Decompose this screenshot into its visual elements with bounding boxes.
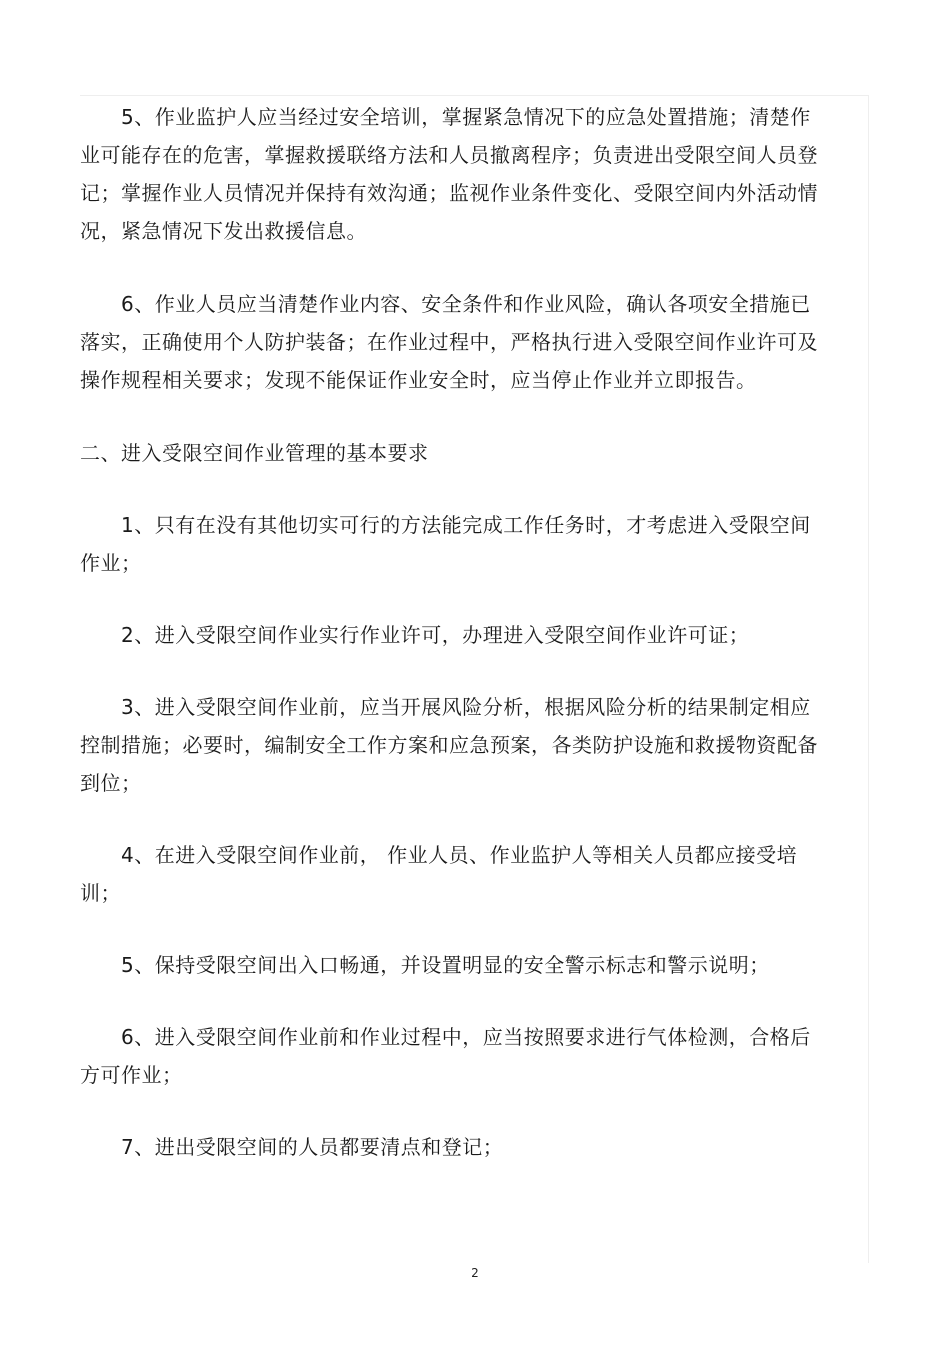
requirement-item-7: 7、进出受限空间的人员都要清点和登记；	[121, 1135, 504, 1159]
requirement-item-1: 1、只有在没有其他切实可行的方法能完成工作任务时，才考虑进入受限空间作业；	[80, 513, 811, 575]
requirement-item-2: 2、进入受限空间作业实行作业许可，办理进入受限空间作业许可证；	[121, 623, 750, 647]
requirement-item-3: 3、进入受限空间作业前，应当开展风险分析，根据风险分析的结果制定相应控制措施；必要时，编制安全工作方案和应急预案，各类防护设施和救援物资配备到位；	[80, 695, 818, 795]
document-body	[80, 98, 825, 1166]
page-number: 2	[471, 1266, 479, 1280]
requirement-item-6: 6、进入受限空间作业前和作业过程中，应当按照要求进行气体检测，合格后方可作业；	[80, 1025, 811, 1087]
section-heading: 二、进入受限空间作业管理的基本要求	[80, 441, 429, 465]
requirement-item-5: 5、保持受限空间出入口畅通，并设置明显的安全警示标志和警示说明；	[121, 953, 770, 977]
paragraph-supervisor-duties: 5、作业监护人应当经过安全培训，掌握紧急情况下的应急处置措施；清楚作业可能存在的危害，掌握救援联络方法和人员撤离程序；负责进出受限空间人员登记；掌握作业人员情况并保持有效沟通；监视作业条件变化、受限空间内外活动情况，紧急情况下发出救援信息。	[80, 105, 818, 243]
paragraph-worker-duties: 6、作业人员应当清楚作业内容、安全条件和作业风险，确认各项安全措施已落实，正确使用个人防护装备；在作业过程中，严格执行进入受限空间作业许可及操作规程相关要求；发现不能保证作业安全时，应当停止作业并立即报告。	[80, 292, 818, 392]
requirement-item-4: 4、在进入受限空间作业前， 作业人员、作业监护人等相关人员都应接受培训；	[80, 843, 798, 905]
